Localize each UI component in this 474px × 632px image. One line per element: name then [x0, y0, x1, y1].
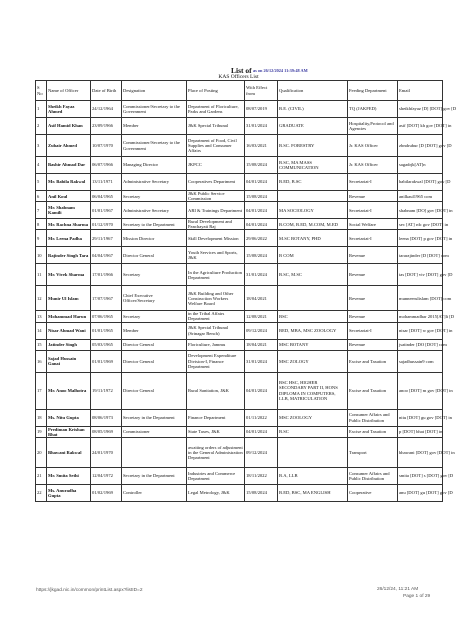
cell-name: Mr. Smita Sethi [47, 467, 91, 484]
cell-designation: Controller [122, 484, 187, 501]
cell-email: ias [DOT] viv [DOT] gov [D [398, 264, 443, 286]
cell-qualification: B.E. (CIVIL) [278, 101, 348, 118]
cell-dob: 10/07/1970 [91, 135, 122, 157]
cell-wef: 18/04/2021 [245, 286, 278, 311]
cell-sno: 15 [36, 339, 47, 350]
cell-name: Mr. Rachna Sharma [47, 219, 91, 230]
cell-feeding: Secretariat-I [348, 230, 398, 247]
cell-name: Bhawani Rakwal [47, 437, 91, 467]
cell-email: anoo [DOT] m gov [DOT] in [398, 372, 443, 409]
cell-designation: Administrative Secretary [122, 174, 187, 191]
cell-qualification: BSC [278, 311, 348, 322]
cell-email: asif [DOT] kh gov [DOT] in [398, 118, 443, 135]
cell-sno: 20 [36, 437, 47, 467]
header-designation: Designation [122, 81, 187, 101]
cell-feeding: Revenue [348, 264, 398, 286]
cell-feeding: Hospitality,Protocol and Agencies [348, 118, 398, 135]
cell-name: Mr. Anoo Malhotra [47, 372, 91, 409]
cell-email: sheikhfayaz [D] [DOT] gov [D [398, 101, 443, 118]
cell-name: Mr. Leena Padha [47, 230, 91, 247]
cell-designation: Secretary [122, 264, 187, 286]
table-row [36, 322, 443, 339]
cell-name: Sheikh Fayaz Ahmed [47, 101, 91, 118]
cell-posting: Department of Floriculture, Parks and Gardens [187, 101, 245, 118]
cell-designation: Managing Director [122, 157, 187, 174]
cell-dob: 07/06/1965 [91, 311, 122, 322]
cell-sno: 16 [36, 350, 47, 372]
cell-sno: 19 [36, 426, 47, 437]
cell-email: munneerulislam [DOT] com [398, 286, 443, 311]
cell-qualification: GRADUATE [278, 118, 348, 135]
cell-designation: Secretary in the Department [122, 409, 187, 426]
table-row [36, 426, 443, 437]
cell-wef: 04/01/2024 [245, 219, 278, 230]
cell-dob: 01/12/1970 [91, 219, 122, 230]
cell-posting: J&K Public Service Commission [187, 191, 245, 202]
cell-email: shabnam [DO] gov [DOT] in [398, 202, 443, 219]
cell-qualification: MSC ZOLOGY [278, 350, 348, 372]
cell-email: sec [AT] rdc gov [DOT] in [398, 219, 443, 230]
cell-wef: 18/11/2022 [245, 467, 278, 484]
cell-dob: 24/12/1964 [91, 101, 122, 118]
cell-name: Ms. Anuradha Gupta [47, 484, 91, 501]
cell-qualification: MSC ZOOLOGY [278, 409, 348, 426]
cell-wef: 31/01/2024 [245, 118, 278, 135]
footer-page-number: Page 1 of 29 [403, 594, 431, 599]
cell-wef: 16/03/2021 [245, 135, 278, 157]
cell-qualification [278, 286, 348, 311]
table-row [36, 202, 443, 219]
table-row [36, 409, 443, 426]
cell-wef: 15/08/2024 [245, 247, 278, 264]
cell-sno: 9 [36, 230, 47, 247]
cell-dob: 17/07/1967 [91, 286, 122, 311]
cell-qualification: B.A, LLB [278, 467, 348, 484]
cell-feeding: Transport [348, 437, 398, 467]
cell-qualification: M.SC BOTANY, PHD [278, 230, 348, 247]
cell-designation: Chief Executive Officer/Secretary [122, 286, 187, 311]
cell-posting: Cooperatives Department [187, 174, 245, 191]
cell-dob: 08/05/1969 [91, 426, 122, 437]
cell-name: Rajinder Singh Tara [47, 247, 91, 264]
cell-name: Ms. Nitu Gupta [47, 409, 91, 426]
cell-feeding: Consumer Affairs and Public Distribution [348, 409, 398, 426]
cell-feeding: Revenue [348, 247, 398, 264]
table-row [36, 174, 443, 191]
cell-qualification: B.COM, B.ED, M.COM, M.ED [278, 219, 348, 230]
cell-posting: J&K Building and Other Construction Workers Welfare Board [187, 286, 245, 311]
cell-posting: Youth Services and Sports, J&K [187, 247, 245, 264]
cell-feeding: Secretariat-I [348, 174, 398, 191]
cell-designation: Secretary to the Department [122, 219, 187, 230]
cell-posting: in the Tribal Affairs Department [187, 311, 245, 322]
cell-dob: 05/03/1965 [91, 339, 122, 350]
header-feeding: Feeding Department [348, 81, 398, 101]
cell-dob: 17/01/1966 [91, 264, 122, 286]
table-row [36, 135, 443, 157]
cell-name: Prediman Krishan Bhat [47, 426, 91, 437]
cell-dob: 01/01/1969 [91, 350, 122, 372]
cell-feeding: Jr. KAS Officer [348, 157, 398, 174]
cell-name: Anil Koul [47, 191, 91, 202]
cell-qualification [278, 437, 348, 467]
cell-designation: Member [122, 322, 187, 339]
cell-name: Sajad Hussain Ganai [47, 350, 91, 372]
cell-qualification: B.ED, BSC, MA ENGLISH [278, 484, 348, 501]
cell-designation: Administrative Secretary [122, 202, 187, 219]
table-row [36, 219, 443, 230]
table-row [36, 247, 443, 264]
table-row [36, 191, 443, 202]
cell-qualification: MA SOCIOLOGY [278, 202, 348, 219]
cell-name: Mohammad Harun [47, 311, 91, 322]
cell-email: nisar [DOT] w gov [DOT] in [398, 322, 443, 339]
cell-email: p [DOT] bhat [DOT] in [398, 426, 443, 437]
cell-posting: JKPCC [187, 157, 245, 174]
cell-qualification: BSC HSC, HIGHER SECONDARY PART II, HONS DIPLOMA IN COMPUTERS, LLB, MATRICULATION [278, 372, 348, 409]
cell-feeding: Revenue [348, 286, 398, 311]
cell-qualification: B COM [278, 247, 348, 264]
cell-wef: 01/11/2022 [245, 409, 278, 426]
cell-email: anilkaul1965 com [398, 191, 443, 202]
cell-feeding: Cooperative [348, 484, 398, 501]
cell-designation: Mission Director [122, 230, 187, 247]
cell-posting: J&K Special Tribunal (Srinagar Bench) [187, 322, 245, 339]
cell-wef: 29/06/2022 [245, 230, 278, 247]
table-row [36, 286, 443, 311]
cell-name: Asif Hamid Khan [47, 118, 91, 135]
cell-sno: 14 [36, 322, 47, 339]
cell-wef: 15/08/2024 [245, 157, 278, 174]
cell-posting: In the Agriculture Production Department [187, 264, 245, 286]
cell-dob: 19/11/1972 [91, 372, 122, 409]
cell-qualification: B.SC, M.SC [278, 264, 348, 286]
cell-posting: Floriculture, Jammu [187, 339, 245, 350]
cell-posting: Rural Sanitation, J&K [187, 372, 245, 409]
cell-posting: ARI & Trainings Department [187, 202, 245, 219]
table-row [36, 101, 443, 118]
cell-qualification: BED, MBA, MSC ZOOLOGY [278, 322, 348, 339]
cell-sno: 11 [36, 264, 47, 286]
table-row [36, 311, 443, 322]
cell-wef: 04/01/2024 [245, 174, 278, 191]
cell-dob: 12/04/1972 [91, 467, 122, 484]
cell-wef: 04/01/2024 [245, 372, 278, 409]
cell-dob: 01/01/1965 [91, 322, 122, 339]
table-row [36, 467, 443, 484]
cell-name: Mr. Babila Rakwal [47, 174, 91, 191]
cell-sno: 2 [36, 118, 47, 135]
cell-email: anu [DOT] gu [DOT] gov [D [398, 484, 443, 501]
cell-wef: 18/04/2021 [245, 339, 278, 350]
cell-posting: Finance Department [187, 409, 245, 426]
cell-name: Jatinder Singh [47, 339, 91, 350]
cell-sno: 10 [36, 247, 47, 264]
cell-feeding: Secretariat-I [348, 202, 398, 219]
cell-posting: Legal Metrology, J&K [187, 484, 245, 501]
table-body [36, 101, 457, 502]
table-row [36, 350, 443, 372]
header-name: Name of Officer [47, 81, 91, 101]
cell-feeding: Social Welfare [348, 219, 398, 230]
as-on-timestamp: as on 26/12/2024 11:39:48 AM [253, 68, 308, 73]
cell-name: Nisar Ahmad Wani [47, 322, 91, 339]
cell-designation: Commissioner [122, 426, 187, 437]
cell-email: babilarakwal [DOT] gov [D [398, 174, 443, 191]
cell-dob: 04/04/1967 [91, 247, 122, 264]
cell-feeding: Excise and Taxation [348, 372, 398, 409]
list-title: List of [231, 66, 252, 75]
cell-feeding: Revenue [348, 191, 398, 202]
cell-sno: 22 [36, 484, 47, 501]
table-row [36, 230, 443, 247]
header-email: Email [398, 81, 443, 101]
header-dob: Date of Birth [91, 81, 122, 101]
cell-designation: Director General [122, 350, 187, 372]
cell-wef: 08/07/2019 [245, 101, 278, 118]
table-header-row [36, 81, 443, 101]
cell-dob: 08/06/1973 [91, 409, 122, 426]
table-row [36, 372, 443, 409]
cell-feeding: Excise and Taxation [348, 350, 398, 372]
cell-designation: Commissioner/Secretary to the Government [122, 135, 187, 157]
cell-feeding: Excise and Taxation [348, 426, 398, 437]
cell-wef: 15/08/2024 [245, 191, 278, 202]
cell-posting: awaiting orders of adjustment in the General Administration Department [187, 437, 245, 467]
cell-feeding: TQ (JAKFED) [348, 101, 398, 118]
cell-qualification: B.SC [278, 426, 348, 437]
cell-designation: Secretary [122, 311, 187, 322]
cell-posting: State Taxes, J&K [187, 426, 245, 437]
cell-posting: Skill Development Mission [187, 230, 245, 247]
cell-designation [122, 437, 187, 467]
cell-feeding: Revenue [348, 339, 398, 350]
cell-sno: 12 [36, 286, 47, 311]
cell-wef: 09/12/2024 [245, 322, 278, 339]
cell-sno: 1 [36, 101, 47, 118]
cell-wef: 15/08/2024 [245, 484, 278, 501]
header-sno: S No [36, 81, 47, 101]
cell-designation: Director General [122, 247, 187, 264]
table-row [36, 339, 443, 350]
cell-email: jsatinder [DO [DOT] com [398, 339, 443, 350]
cell-feeding: Consumer Affairs and Public Distribution [348, 467, 398, 484]
cell-sno: 13 [36, 311, 47, 322]
cell-qualification: MSC BOTANY [278, 339, 348, 350]
cell-email: mohammadhar 2015[AT]li [D [398, 311, 443, 322]
header-wef: With Effect from [245, 81, 278, 101]
cell-email: sagadrjk[AT]n [398, 157, 443, 174]
cell-feeding: Jr. KAS Officer [348, 135, 398, 157]
cell-sno: 4 [36, 157, 47, 174]
cell-wef: 12/08/2021 [245, 311, 278, 322]
cell-sno: 21 [36, 467, 47, 484]
cell-qualification: B.ED, B.SC [278, 174, 348, 191]
cell-posting: Development Expenditure Division-I, Finance Department [187, 350, 245, 372]
cell-wef: 04/01/2024 [245, 202, 278, 219]
cell-name: Bashir Ahmad Dar [47, 157, 91, 174]
cell-dob: 13/11/1971 [91, 174, 122, 191]
cell-designation: Secretary in the Department [122, 467, 187, 484]
cell-sno: 7 [36, 202, 47, 219]
table-row [36, 484, 443, 501]
cell-feeding: Revenue [348, 311, 398, 322]
cell-posting: J&K Special Tribunal [187, 118, 245, 135]
cell-wef: 09/12/2024 [245, 437, 278, 467]
cell-qualification [278, 191, 348, 202]
cell-name: Zubair Ahmed [47, 135, 91, 157]
footer-date: 26/12/24, 11:21 AM [377, 587, 419, 592]
cell-wef: 31/01/2024 [245, 350, 278, 372]
cell-qualification: B.SC. FORESTRY [278, 135, 348, 157]
cell-dob: 01/01/1967 [91, 202, 122, 219]
cell-email: bhawani [DOT] gov [DOT] in [398, 437, 443, 467]
cell-email: nitu [DOT] gu gov [DOT] in [398, 409, 443, 426]
cell-designation: Commissioner/Secretary to the Government [122, 101, 187, 118]
cell-posting: Department of Food, Civil Supplies and Consumer Affairs [187, 135, 245, 157]
cell-designation: Director General [122, 372, 187, 409]
cell-wef: 31/01/2024 [245, 264, 278, 286]
cell-sno: 6 [36, 191, 47, 202]
cell-dob: 24/01/1970 [91, 437, 122, 467]
cell-posting: Rural Development and Panchayati Raj [187, 219, 245, 230]
header-posting: Place of Posting [187, 81, 245, 101]
cell-name: Munir Ul Islam [47, 286, 91, 311]
cell-dob: 06/04/1965 [91, 191, 122, 202]
cell-email: leena [DOT] p gov [DOT] in [398, 230, 443, 247]
cell-email: smita [DOT] s [DOT] gov [D [398, 467, 443, 484]
cell-email: sajadhussain9 com [398, 350, 443, 372]
cell-dob: 01/02/1969 [91, 484, 122, 501]
cell-qualification: B.SC, MA MASS COMMUNICATION [278, 157, 348, 174]
cell-sno: 3 [36, 135, 47, 157]
cell-dob: 23/09/1966 [91, 118, 122, 135]
cell-posting: Industries and Commerce Department [187, 467, 245, 484]
cell-dob: 29/11/1967 [91, 230, 122, 247]
officers-table [35, 80, 457, 502]
cell-email: zbndrubur [D [DOT] gov [D [398, 135, 443, 157]
cell-email: tararajinder [D [DOT] com [398, 247, 443, 264]
cell-name: Mr. Vivek Sharma [47, 264, 91, 286]
table-row [36, 157, 443, 174]
table-row [36, 264, 443, 286]
table-row [36, 437, 443, 467]
list-subtitle: KAS Officers List [218, 74, 259, 80]
cell-sno: 5 [36, 174, 47, 191]
cell-designation: Director General [122, 339, 187, 350]
header-qualification: Qualification [278, 81, 348, 101]
cell-sno: 8 [36, 219, 47, 230]
cell-dob: 06/07/1966 [91, 157, 122, 174]
cell-designation: Secretary [122, 191, 187, 202]
table-row [36, 118, 443, 135]
cell-sno: 18 [36, 409, 47, 426]
cell-designation: Member [122, 118, 187, 135]
cell-sno: 17 [36, 372, 47, 409]
cell-wef: 04/01/2024 [245, 426, 278, 437]
footer-url: https://jkgad.nic.in/common/printList.aspx?listID=2 [36, 588, 143, 593]
cell-name: Mr. Shabnam Kamili [47, 202, 91, 219]
cell-feeding: Secretariat-I [348, 322, 398, 339]
